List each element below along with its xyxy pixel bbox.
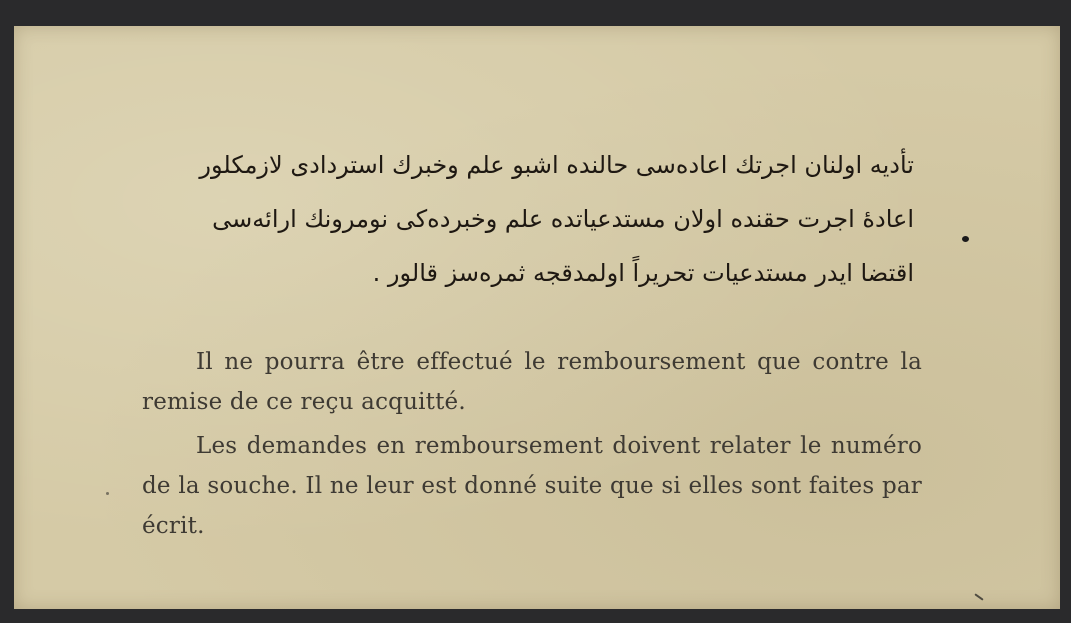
ottoman-line: اعادۀ اجرت حقنده اولان مستدعياتده علم وخبرده‌كی نومرونك ارائه‌سی bbox=[212, 205, 914, 233]
french-paragraph-1 bbox=[142, 342, 922, 422]
french-paragraph-1-text: Il ne pourra être effectué le remboursement que contre la remise de ce reçu acquitté. bbox=[142, 349, 922, 415]
ink-speck bbox=[974, 593, 983, 600]
french-paragraph-2-text: Les demandes en remboursement doivent relater le numéro de la souche. Il ne leur est donné suite que si elles sont faites par écrit. bbox=[142, 433, 922, 539]
ottoman-text-block bbox=[134, 138, 914, 300]
ottoman-line: تأديه اولنان اجرتك اعاده‌سی حالنده اشبو علم وخبرك استردادی لازمكلور bbox=[199, 151, 914, 179]
french-paragraph-2 bbox=[142, 426, 922, 546]
ottoman-line: اقتضا ايدر مستدعيات تحريراً اولمدقجه ثمره‌سز قالور . bbox=[372, 259, 914, 287]
ink-speck bbox=[106, 492, 109, 495]
ink-dot bbox=[962, 236, 969, 242]
document-paper bbox=[14, 26, 1060, 609]
french-text-block bbox=[142, 342, 922, 546]
